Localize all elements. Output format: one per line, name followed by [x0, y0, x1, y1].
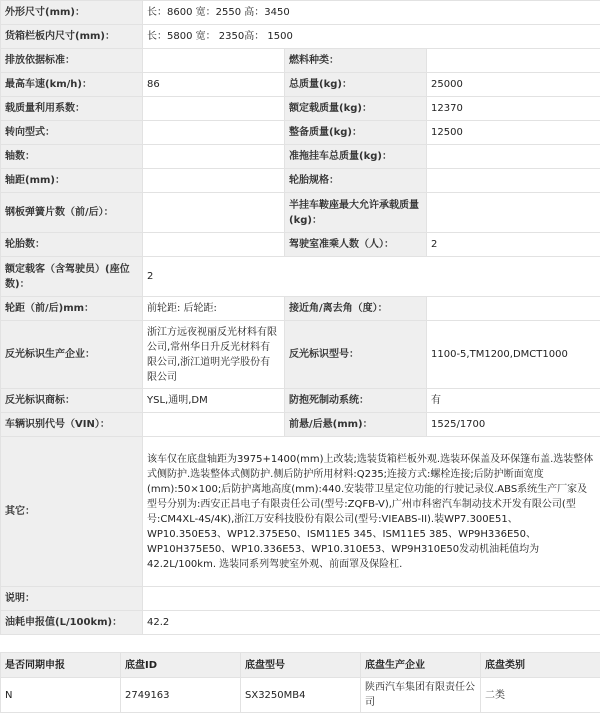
- axles-value: [143, 145, 285, 169]
- dims-label: 外形尺寸(mm)：: [1, 1, 143, 25]
- chassis-maker: 陕西汽车集团有限责任公司: [361, 678, 481, 713]
- track-label: 轮距（前/后)mm：: [1, 297, 143, 321]
- passengers-value: 2: [143, 257, 600, 297]
- chassis-header-maker: 底盘生产企业: [361, 653, 481, 678]
- tires-value: [143, 233, 285, 257]
- reflect-model-label: 反光标识型号：: [285, 321, 427, 389]
- note-label: 说明：: [1, 587, 143, 611]
- reflect-maker-value: 浙江方远夜视丽反光材料有限公司,常州华日升反光材料有限公司,浙江道明光学股份有限公司: [143, 321, 285, 389]
- speed-value: 86: [143, 73, 285, 97]
- vin-label: 车辆识别代号（VIN）：: [1, 413, 143, 437]
- curb-mass-label: 整备质量(kg)：: [285, 121, 427, 145]
- emission-value: [143, 49, 285, 73]
- vin-value: [143, 413, 285, 437]
- dims-value: 长：8600 宽：2550 高：3450: [143, 1, 600, 25]
- load-util-label: 载质量利用系数：: [1, 97, 143, 121]
- overhang-value: 1525/1700: [427, 413, 600, 437]
- saddle-label: 半挂车鞍座最大允许承载质量(kg)：: [285, 193, 427, 233]
- total-mass-label: 总质量(kg)：: [285, 73, 427, 97]
- rated-load-value: 12370: [427, 97, 600, 121]
- chassis-sync: N: [1, 678, 121, 713]
- rated-load-label: 额定载质量(kg)：: [285, 97, 427, 121]
- approach-label: 接近角/离去角（度）：: [285, 297, 427, 321]
- reflect-model-value: 1100-5,TM1200,DMCT1000: [427, 321, 600, 389]
- wheelbase-label: 轴距(mm)：: [1, 169, 143, 193]
- abs-label: 防抱死制动系统：: [285, 389, 427, 413]
- fuel-type-label: 燃料种类：: [285, 49, 427, 73]
- saddle-value: [427, 193, 600, 233]
- overhang-label: 前悬/后悬(mm)：: [285, 413, 427, 437]
- cargo-value: 长：5800 宽： 2350高： 1500: [143, 25, 600, 49]
- cab-seats-value: 2: [427, 233, 600, 257]
- note-value: [143, 587, 600, 611]
- cargo-label: 货箱栏板内尺寸(mm)：: [1, 25, 143, 49]
- chassis-header-id: 底盘ID: [121, 653, 241, 678]
- fuel-cons-value: 42.2: [143, 611, 600, 635]
- chassis-class: 二类: [481, 678, 600, 713]
- emission-label: 排放依据标准：: [1, 49, 143, 73]
- section-gap: [0, 635, 600, 652]
- chassis-table: [0, 652, 600, 713]
- chassis-header-class: 底盘类别: [481, 653, 600, 678]
- axles-label: 轴数：: [1, 145, 143, 169]
- chassis-header-model: 底盘型号: [241, 653, 361, 678]
- approach-value: [427, 297, 600, 321]
- table-row: [1, 678, 600, 713]
- fuel-cons-label: 油耗申报值(L/100km)：: [1, 611, 143, 635]
- load-util-value: [143, 97, 285, 121]
- tire-spec-value: [427, 169, 600, 193]
- total-mass-value: 25000: [427, 73, 600, 97]
- speed-label: 最高车速(km/h)：: [1, 73, 143, 97]
- chassis-header-sync: 是否同期申报: [1, 653, 121, 678]
- passengers-label: 额定载客（含驾驶员）(座位数)：: [1, 257, 143, 297]
- fuel-type-value: [427, 49, 600, 73]
- steering-value: [143, 121, 285, 145]
- reflect-brand-label: 反光标识商标：: [1, 389, 143, 413]
- other-label: 其它：: [1, 437, 143, 587]
- cab-seats-label: 驾驶室准乘人数（人）：: [285, 233, 427, 257]
- curb-mass-value: 12500: [427, 121, 600, 145]
- chassis-model: SX3250MB4: [241, 678, 361, 713]
- reflect-brand-value: YSL,通明,DM: [143, 389, 285, 413]
- wheelbase-value: [143, 169, 285, 193]
- other-value: 该车仅在底盘轴距为3975+1400(mm)上改装;选装货箱栏板外观.选装环保盖及环保篷布盖.选装整体式侧防护.选装整体式侧防护.侧后防护所用材料:Q235;连接方式:螺栓连接;后防护断面宽度(mm):50×100;后防护离地高度(mm):440.安装带卫星定位功能的行驶记录仪.ABS系统生产厂家及型号分别为:西安正昌电子有限责任公司(型号:ZQFB-V),广州市科密汽车制动技术开发有限公司(型号:CM4XL-4S/4K),浙江万安科技股份有限公司(型号:VIEABS-II).装WP7.300E51、WP10.350E53、WP12.375E50、ISM11E5 345、ISM11E5 385、WP9H336E50、WP10H375E50、WP10.336E53、WP10.310E53、WP9H310E50发动机油耗值均为42.2L/100km. 选装同系列驾驶室外观、前面罩及保险杠.: [143, 437, 600, 587]
- chassis-id: 2749163: [121, 678, 241, 713]
- abs-value: 有: [427, 389, 600, 413]
- springs-value: [143, 193, 285, 233]
- steering-label: 转向型式：: [1, 121, 143, 145]
- springs-label: 钢板弹簧片数（前/后）：: [1, 193, 143, 233]
- reflect-maker-label: 反光标识生产企业：: [1, 321, 143, 389]
- tire-spec-label: 轮胎规格：: [285, 169, 427, 193]
- trailer-mass-value: [427, 145, 600, 169]
- trailer-mass-label: 准拖挂车总质量(kg)：: [285, 145, 427, 169]
- tires-label: 轮胎数：: [1, 233, 143, 257]
- track-value: 前轮距: 后轮距:: [143, 297, 285, 321]
